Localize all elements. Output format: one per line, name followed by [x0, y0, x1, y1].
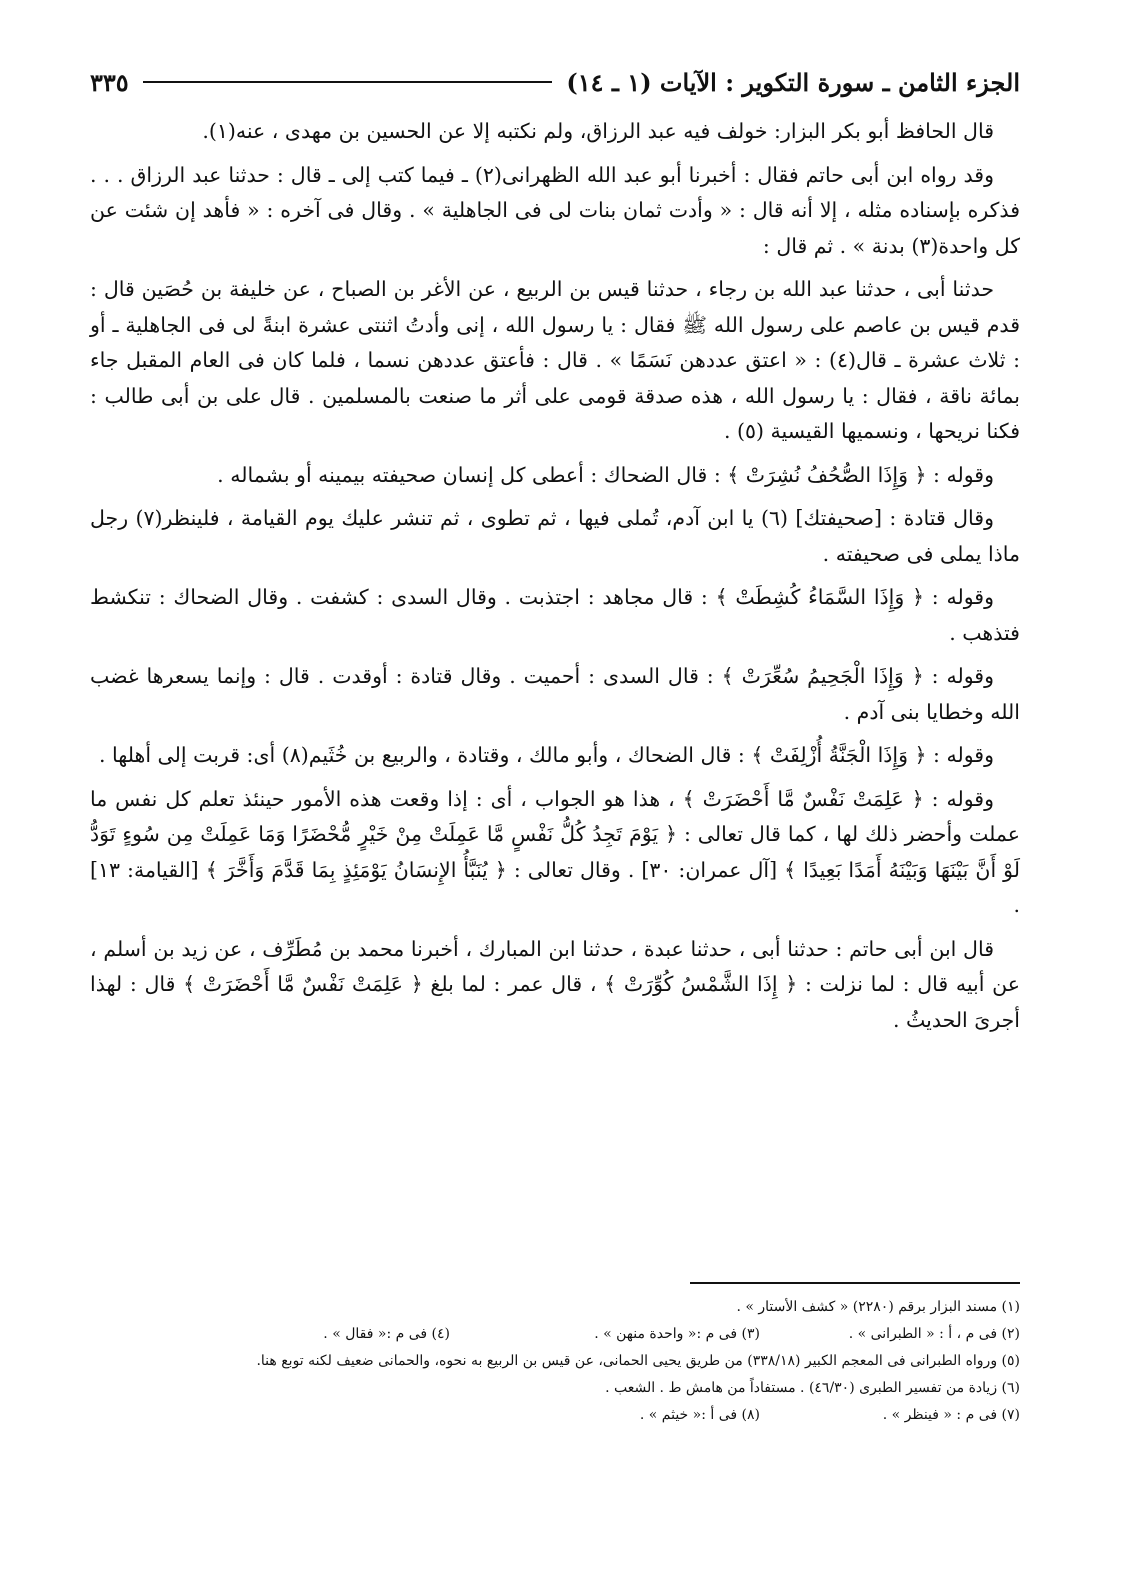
running-title: الجزء الثامن ـ سورة التكوير : الآيات (١ ـ ١٤): [566, 67, 1020, 97]
paragraph: وقوله : ﴿ وَإِذَا الْجَحِيمُ سُعِّرَتْ ﴾ : قال السدى : أحميت . وقال قتادة : أوقدت . قال : وإنما يسعرها غضب الله وخطايا بنى آدم .: [90, 664, 1020, 724]
footnote-row: [90, 1321, 1020, 1348]
page-header: [90, 60, 1020, 104]
footnote: (٢) فى م ، أ : « الطبرانى » .: [848, 1326, 1020, 1342]
footnote: (٥) ورواه الطبرانى فى المعجم الكبير (٣٣٨/١٨) من طريق يحيى الحمانى، عن قيس بن الربيع به نحوه، والحمانى ضعيف لكنه توبع هنا.: [256, 1353, 1020, 1369]
footnote: (٦) زيادة من تفسير الطبرى (٤٦/٣٠) . مستفاداً من هامش ط . الشعب .: [605, 1380, 1020, 1396]
footnote-row: [90, 1402, 1020, 1429]
footnote-rule: [690, 1282, 1020, 1284]
paragraph: قال الحافظ أبو بكر البزار: خولف فيه عبد الرزاق، ولم نكتبه إلا عن الحسين بن مهدى ، عنه(١).: [202, 119, 994, 143]
footnotes: [90, 1282, 1020, 1429]
paragraph: وقوله : ﴿ وَإِذَا الْجَنَّةُ أُزْلِفَتْ ﴾ : قال الضحاك ، وأبو مالك ، وقتادة ، والربيع بن خُثَيم(٨) أى: قربت إلى أهلها .: [99, 743, 994, 767]
paragraph: وقوله : ﴿ وَإِذَا السَّمَاءُ كُشِطَتْ ﴾ : قال مجاهد : اجتذبت . وقال السدى : كشفت . وقال الضحاك : تنكشط فتذهب .: [90, 585, 1020, 645]
footnote: (٣) فى م :« واحدة منهن » .: [594, 1326, 760, 1342]
main-text: [90, 114, 1020, 1038]
footnote: (٤) فى م :« فقال » .: [323, 1326, 450, 1342]
page-number: ٣٣٥: [90, 67, 129, 97]
paragraph: وقال قتادة : [صحيفتك] (٦) يا ابن آدم، تُملى فيها ، ثم تطوى ، ثم تنشر عليك يوم القيامة ، فلينظر(٧) رجل ماذا يملى فى صحيفته .: [90, 506, 1020, 566]
footnote: (١) مسند البزار برقم (٢٢٨٠) « كشف الأستار » .: [736, 1299, 1020, 1315]
paragraph: قال ابن أبى حاتم : حدثنا أبى ، حدثنا عبدة ، حدثنا ابن المبارك ، أخبرنا محمد بن مُطَرِّف ، عن زيد بن أسلم ، عن أبيه قال : لما نزلت : ﴿ إِذَا الشَّمْسُ كُوِّرَتْ ﴾ ، قال عمر : لما بلغ ﴿ عَلِمَتْ نَفْسٌ مَّا أَحْضَرَتْ ﴾ قال : لهذا أجرىَ الحديثُ .: [90, 936, 1020, 1032]
paragraph: وقوله : ﴿ وَإِذَا الصُّحُفُ نُشِرَتْ ﴾ : قال الضحاك : أعطى كل إنسان صحيفته بيمينه أو بشماله .: [217, 462, 994, 487]
paragraph: حدثنا أبى ، حدثنا عبد الله بن رجاء ، حدثنا قيس بن الربيع ، عن الأغر بن الصباح ، عن خليفة بن حُصَين قال : قدم قيس بن عاصم على رسول الله ﷺ فقال : يا رسول الله ، إنى وأدتُ اثنتى عشرة ابنةً لى فى الجاهلية ـ أو : ثلاث عشرة ـ قال(٤) : « اعتق عددهن نَسَمًا » . قال : فأعتق عددهن نسما ، فلما كان فى العام المقبل جاء بمائة ناقة ، فقال : يا رسول الله ، هذه صدقة قومى على أثر ما صنعت بالمسلمين . قال على بن أبى طالب : فكنا نريحها ، ونسميها القيسية (٥) .: [90, 277, 1020, 443]
footnote: (٨) فى أ :« خيثم » .: [639, 1407, 760, 1423]
paragraph: وقوله : ﴿ عَلِمَتْ نَفْسٌ مَّا أَحْضَرَتْ ﴾ ، هذا هو الجواب ، أى : إذا وقعت هذه الأمور حينئذ تعلم كل نفس ما عملت وأحضر ذلك لها ، كما قال تعالى : ﴿ يَوْمَ تَجِدُ كُلُّ نَفْسٍ مَّا عَمِلَتْ مِنْ خَيْرٍ مُّحْضَرًا وَمَا عَمِلَتْ مِن سُوءٍ تَوَدُّ لَوْ أَنَّ بَيْنَهَا وَبَيْنَهُ أَمَدًا بَعِيدًا ﴾ [آل عمران: ٣٠] . وقال تعالى : ﴿ يُنَبَّأُ الإِنسَانُ يَوْمَئِذٍ بِمَا قَدَّمَ وَأَخَّرَ ﴾ [القيامة: ١٣] .: [90, 786, 1021, 917]
book-page: [90, 60, 1020, 1560]
header-rule: [143, 81, 553, 83]
paragraph: وقد رواه ابن أبى حاتم فقال : أخبرنا أبو عبد الله الظهرانى(٢) ـ فيما كتب إلى ـ قال : حدثنا عبد الرزاق . . . فذكره بإسناده مثله ، إلا أنه قال : « وأدت ثمان بنات لى فى الجاهلية » . وقال فى آخره : « فأهد إن شئت عن كل واحدة(٣) بدنة » . ثم قال :: [90, 162, 1020, 258]
footnote: (٧) فى م : « فينظر » .: [882, 1407, 1020, 1423]
